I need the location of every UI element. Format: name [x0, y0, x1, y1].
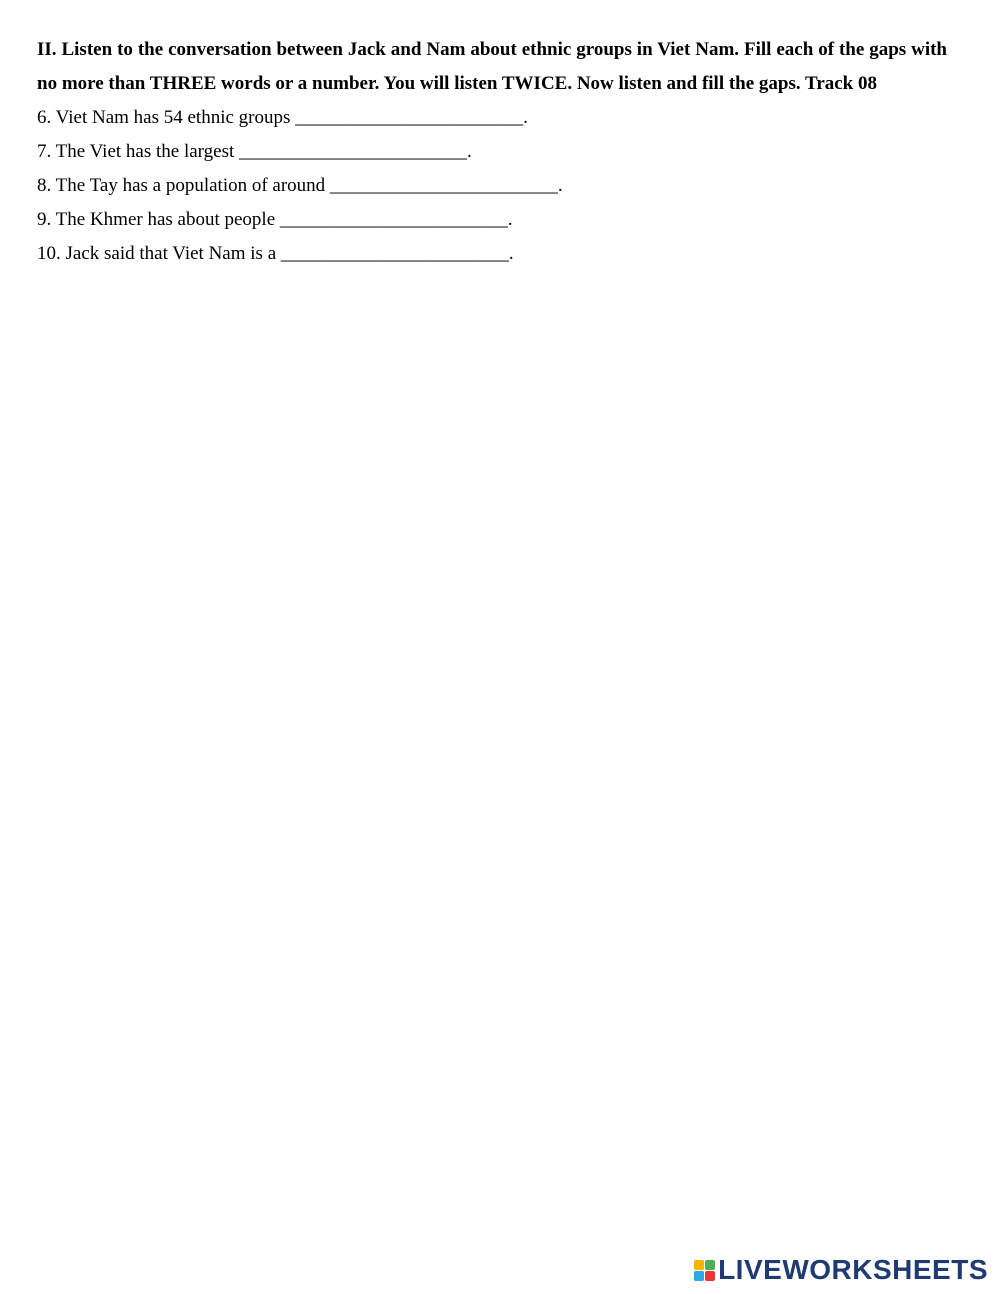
logo-mark-cell	[705, 1260, 715, 1270]
logo-mark-cell	[694, 1271, 704, 1281]
instructions-text: II. Listen to the conversation between Jack and Nam about ethnic groups in Viet Nam. Fill each of the gaps with no more than THREE words or a number. You will listen TWICE. Now listen and fill the gaps. Track 08	[37, 39, 947, 94]
question-list	[37, 101, 947, 271]
logo-mark-cell	[694, 1260, 704, 1270]
question-6: 6. Viet Nam has 54 ethnic groups ________________________.	[37, 107, 528, 128]
logo-text: LIVEWORKSHEETS	[718, 1254, 988, 1285]
liveworksheets-logo-icon	[694, 1260, 715, 1281]
logo-mark-cell	[705, 1271, 715, 1281]
liveworksheets-logo	[694, 1256, 988, 1284]
question-10: 10. Jack said that Viet Nam is a ________________________.	[37, 243, 514, 264]
question-9: 9. The Khmer has about people ________________________.	[37, 209, 513, 230]
question-8: 8. The Tay has a population of around ________________________.	[37, 175, 563, 196]
worksheet	[37, 33, 947, 271]
question-7: 7. The Viet has the largest ________________________.	[37, 141, 472, 162]
